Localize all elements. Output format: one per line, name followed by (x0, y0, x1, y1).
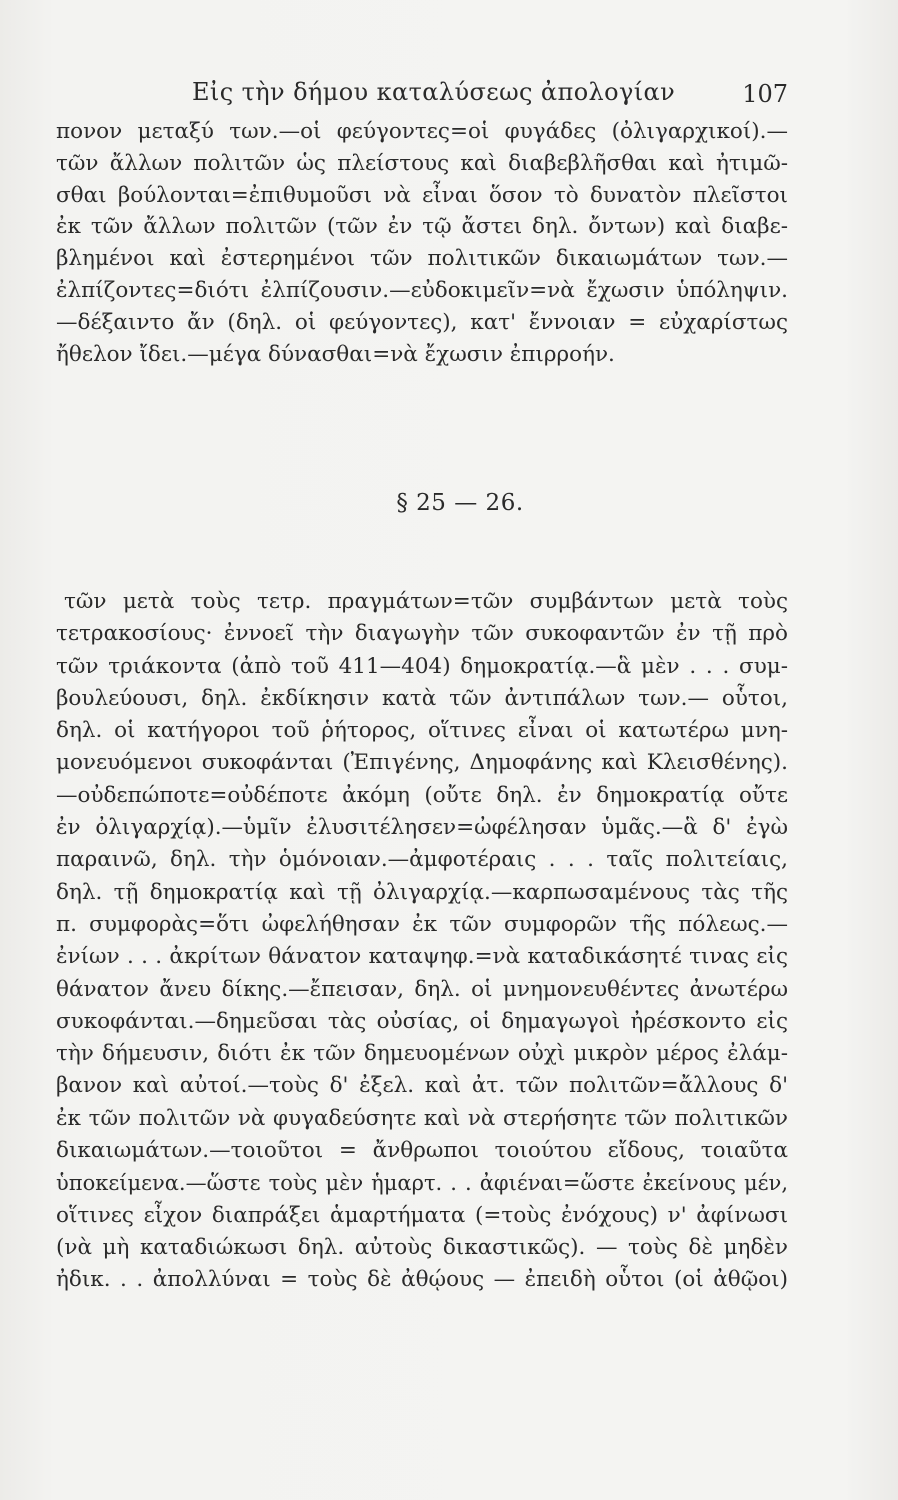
text-line: ὑποκείμενα.—ὥστε τοὺς μὲν ἡμαρτ. . . ἀφιέναι=ὥστε ἐκείνους μέν, (56, 1171, 788, 1196)
text-line: μονευόμενοι συκοφάνται (Ἐπιγένης, Δημοφάνης καὶ Κλεισθένης). (56, 750, 788, 776)
text-line: τῶν τριάκοντα (ἀπὸ τοῦ 411—404) δημοκρατίᾳ.—ἃ μὲν . . . συμ- (56, 653, 788, 679)
commentary-paragraph-2 (56, 586, 788, 1297)
text-line: τετρακοσίους· ἐννοεῖ τὴν διαγωγὴν τῶν συκοφαντῶν ἐν τῇ πρὸ (56, 621, 788, 647)
text-line: βλημένοι καὶ ἐστερημένοι τῶν πολιτικῶν δικαιωμάτων των.— (56, 246, 788, 272)
text-line: βουλεύουσι, δηλ. ἐκδίκησιν κατὰ τῶν ἀντιπάλων των.— οὗτοι, (56, 685, 788, 711)
text-line: π. συμφορὰς=ὅτι ὠφελήθησαν ἐκ τῶν συμφορῶν τῆς πόλεως.— (56, 911, 788, 937)
text-line: ἐν ὀλιγαρχίᾳ).—ὑμῖν ἐλυσιτέλησεν=ὠφέλησαν ὑμᾶς.—ἃ δ' ἐγὼ (56, 815, 788, 841)
text-line: θάνατον ἄνευ δίκης.—ἔπεισαν, δηλ. οἱ μνημονευθέντες ἀνωτέρω (56, 976, 788, 1002)
commentary-paragraph-1 (56, 116, 788, 370)
text-line: τῶν μετὰ τοὺς τετρ. πραγμάτων=τῶν συμβάντων μετὰ τοὺς (64, 589, 788, 614)
text-line: συκοφάνται.—δημεῦσαι τὰς οὐσίας, οἱ δημαγωγοὶ ἠρέσκοντο εἰς (56, 1008, 788, 1034)
text-line: —δέξαιντο ἄν (δηλ. οἱ φεύγοντες), κατ' ἔννοιαν = εὐχαρίστως (56, 309, 788, 335)
section-heading-text: § 25 — 26. (396, 490, 524, 516)
section-heading (0, 490, 898, 516)
text-line: βανον καὶ αὐτοί.—τοὺς δ' ἐξελ. καὶ ἀτ. τῶν πολιτῶν=ἄλλους δ' (56, 1073, 788, 1099)
text-line: τὴν δήμευσιν, διότι ἐκ τῶν δημευομένων οὐχὶ μικρὸν μέρος ἐλάμ- (56, 1041, 788, 1067)
text-line: (νὰ μὴ καταδιώκωσι δηλ. αὐτοὺς δικαστικῶς). — τοὺς δὲ μηδὲν (56, 1234, 788, 1260)
text-line: —οὐδεπώποτε=οὐδέποτε ἀκόμη (οὔτε δηλ. ἐν δημοκρατίᾳ οὔτε (56, 782, 788, 808)
page-header (62, 78, 794, 118)
text-line: δικαιωμάτων.—τοιοῦτοι = ἄνθρωποι τοιούτου εἴδους, τοιαῦτα (56, 1138, 788, 1164)
running-title: Εἰς τὴν δήμου καταλύσεως ἀπολογίαν (192, 78, 676, 106)
text-line: ἐκ τῶν ἄλλων πολιτῶν (τῶν ἐν τῷ ἄστει δηλ. ὄντων) καὶ διαβε- (56, 214, 788, 240)
text-line: δηλ. τῇ δημοκρατίᾳ καὶ τῇ ὀλιγαρχίᾳ.—καρπωσαμένους τὰς τῆς (56, 879, 788, 905)
text-line: πονον μεταξύ των.—οἱ φεύγοντες=οἱ φυγάδες (ὀλιγαρχικοί).— (56, 119, 788, 144)
text-line: σθαι βούλονται=ἐπιθυμοῦσι νὰ εἶναι ὅσον τὸ δυνατὸν πλεῖστοι (56, 182, 788, 208)
text-line: οἵτινες εἶχον διαπράξει ἁμαρτήματα (=τοὺς ἐνόχους) ν' ἀφίνωσι (56, 1202, 788, 1228)
text-line: ἐκ τῶν πολιτῶν νὰ φυγαδεύσητε καὶ νὰ στερήσητε τῶν πολιτικῶν (56, 1105, 788, 1131)
text-line: ἤθελον ἴδει.—μέγα δύνασθαι=νὰ ἔχωσιν ἐπιρροήν. (56, 341, 615, 367)
page-number: 107 (742, 80, 788, 108)
text-line: δηλ. οἱ κατήγοροι τοῦ ῥήτορος, οἵτινες εἶναι οἱ κατωτέρω μνη- (56, 718, 788, 744)
text-line: παραινῶ, δηλ. τὴν ὁμόνοιαν.—ἀμφοτέραις . . . ταῖς πολιτείαις, (56, 847, 788, 873)
text-line: τῶν ἄλλων πολιτῶν ὡς πλείστους καὶ διαβεβλῆσθαι καὶ ἠτιμῶ- (56, 150, 788, 176)
text-line: ἐνίων . . . ἀκρίτων θάνατον καταψηφ.=νὰ καταδικάσητέ τινας εἰς (56, 944, 788, 970)
text-line: ἐλπίζοντες=διότι ἐλπίζουσιν.—εὐδοκιμεῖν=νὰ ἔχωσιν ὑπόληψιν. (56, 277, 788, 303)
text-line: ἠδικ. . . ἀπολλύναι = τοὺς δὲ ἀθῴους — ἐπειδὴ οὗτοι (οἱ ἀθῷοι) (56, 1267, 788, 1293)
